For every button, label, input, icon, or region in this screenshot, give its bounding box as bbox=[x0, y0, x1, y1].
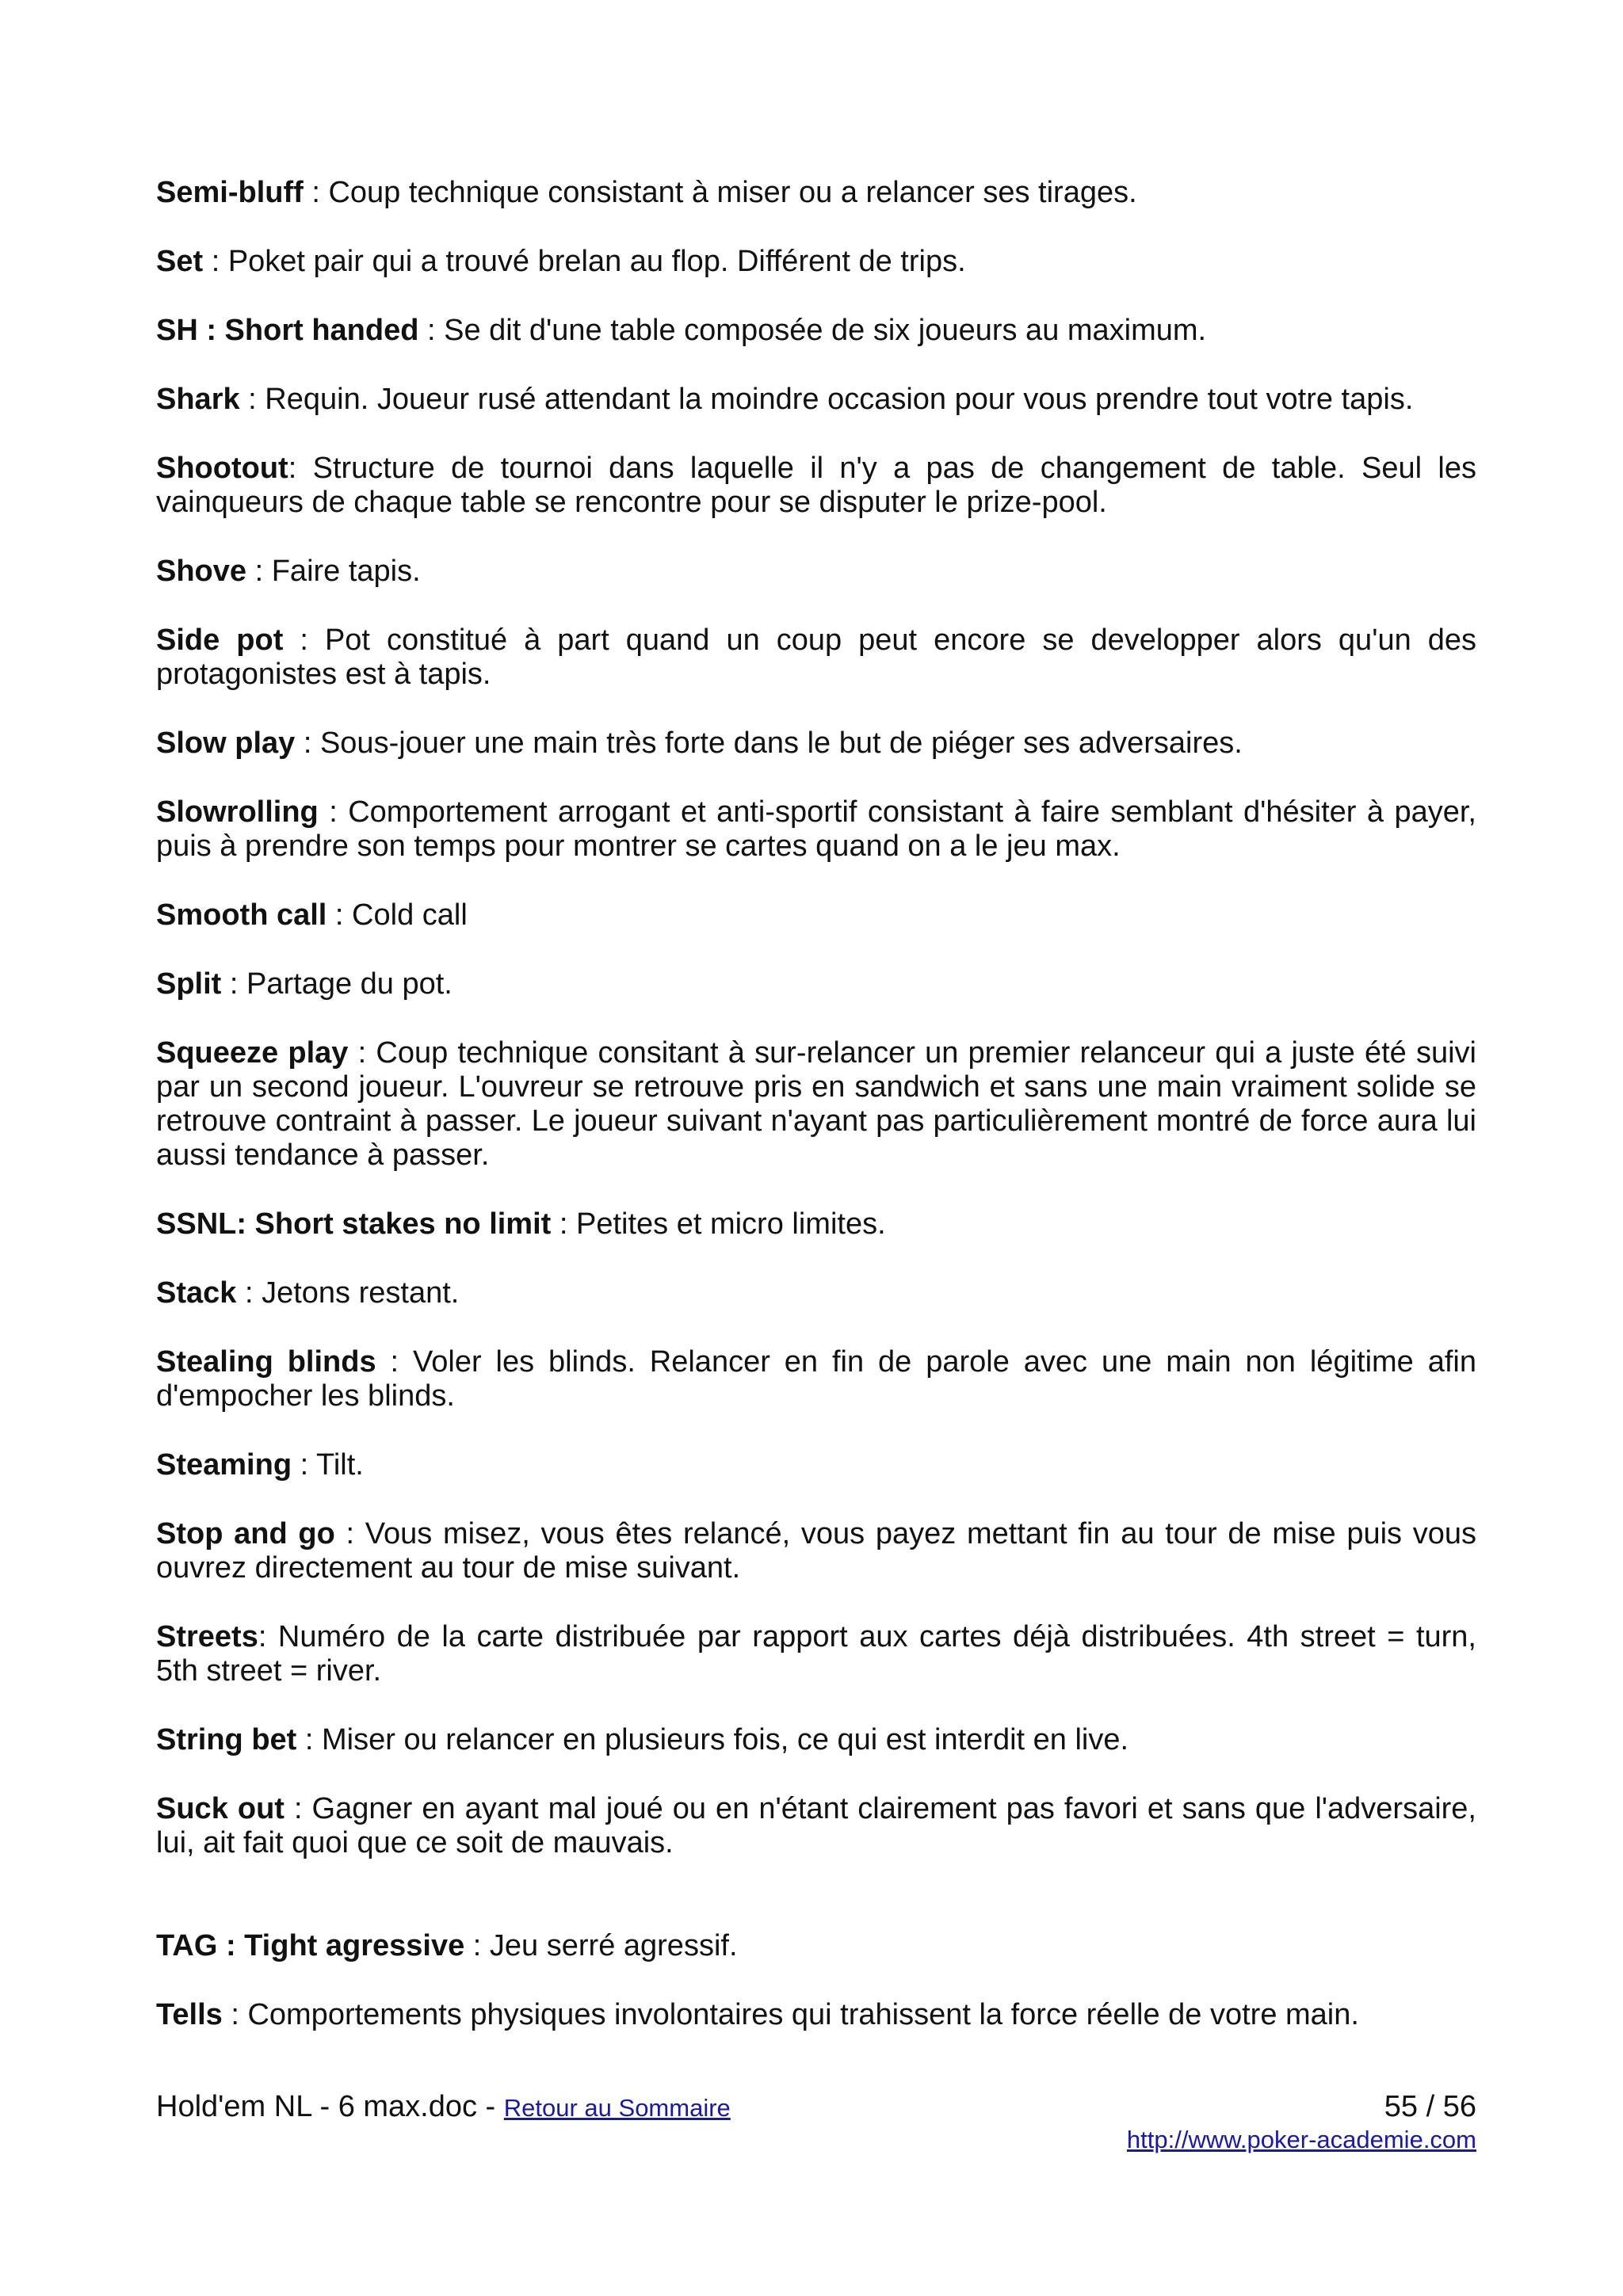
definition: : Poket pair qui a trouvé brelan au flop. Différent de trips. bbox=[203, 245, 966, 278]
website-link[interactable]: http://www.poker-academie.com bbox=[1126, 2126, 1476, 2153]
back-to-summary-link[interactable]: Retour au Sommaire bbox=[503, 2094, 731, 2122]
definition: : Miser ou relancer en plusieurs fois, ce qui est interdit en live. bbox=[296, 1723, 1129, 1756]
term: Semi-bluff bbox=[156, 176, 304, 209]
term: Stealing blinds bbox=[156, 1345, 376, 1379]
definition: : Se dit d'une table composée de six joueurs au maximum. bbox=[418, 314, 1207, 347]
term: Stop and go bbox=[156, 1517, 335, 1550]
term: SH : Short handed bbox=[156, 314, 419, 347]
glossary-entry bbox=[156, 1448, 1476, 1482]
definition: : Petites et micro limites. bbox=[551, 1207, 886, 1241]
term: Steaming bbox=[156, 1448, 292, 1482]
glossary-entry bbox=[156, 727, 1476, 761]
definition: : Jeu serré agressif. bbox=[464, 1929, 738, 1962]
definition: : Partage du pot. bbox=[221, 967, 453, 1001]
term: Side pot bbox=[156, 624, 284, 657]
term: Slow play bbox=[156, 727, 296, 760]
glossary-entry bbox=[156, 1998, 1476, 2032]
glossary-entry bbox=[156, 1723, 1476, 1757]
glossary-entry bbox=[156, 1517, 1476, 1585]
glossary-entry bbox=[156, 314, 1476, 348]
glossary-entry bbox=[156, 1276, 1476, 1310]
page-number: 55 / 56 bbox=[1384, 2090, 1476, 2123]
term: String bet bbox=[156, 1723, 297, 1756]
term: Shootout bbox=[156, 452, 288, 485]
glossary-entry bbox=[156, 1036, 1476, 1173]
definition: : Tilt. bbox=[292, 1448, 364, 1482]
definition: : Voler les blinds. Relancer en fin de parole avec une main non légitime afin d'empocher les blinds. bbox=[156, 1345, 1476, 1413]
term: SSNL: Short stakes no limit bbox=[156, 1207, 552, 1241]
glossary-entry bbox=[156, 1345, 1476, 1413]
term: Stack bbox=[156, 1276, 237, 1310]
definition: : Sous-jouer une main très forte dans le but de piéger ses adversaires. bbox=[295, 727, 1243, 760]
definition: : Faire tapis. bbox=[246, 555, 421, 588]
term: Suck out bbox=[156, 1792, 285, 1825]
definition: : Jetons restant. bbox=[236, 1276, 460, 1310]
glossary-entry bbox=[156, 555, 1476, 589]
definition: : Cold call bbox=[327, 898, 468, 932]
definition: : Pot constitué à part quand un coup peut encore se developper alors qu'un des protagonistes est à tapis. bbox=[156, 624, 1476, 691]
glossary-entry bbox=[156, 898, 1476, 933]
glossary-entry bbox=[156, 1929, 1476, 1963]
term: Slowrolling bbox=[156, 795, 319, 829]
definition: : Requin. Joueur rusé attendant la moindre occasion pour vous prendre tout votre tapis. bbox=[239, 383, 1414, 416]
glossary-entry bbox=[156, 452, 1476, 520]
definition: : Numéro de la carte distribuée par rapport aux cartes déjà distribuées. 4th street = turn, 5th street = river. bbox=[156, 1620, 1476, 1688]
term: TAG : Tight agressive bbox=[156, 1929, 465, 1962]
term: Shark bbox=[156, 383, 240, 416]
doc-name: Hold'em NL - 6 max.doc - bbox=[156, 2090, 504, 2123]
term: Streets bbox=[156, 1620, 258, 1653]
definition: : Comportement arrogant et anti-sportif consistant à faire semblant d'hésiter à payer, puis à prendre son temps pour montrer se cartes quand on a le jeu max. bbox=[156, 795, 1476, 863]
definition: : Gagner en ayant mal joué ou en n'étant clairement pas favori et sans que l'adversaire, lui, ait fait quoi que ce soit de mauvais. bbox=[156, 1792, 1476, 1859]
definition: : Coup technique consitant à sur-relancer un premier relanceur qui a juste été suivi par un second joueur. L'ouvreur se retrouve pris en sandwich et sans une main vraiment solide se retrouve contraint à passer. Le joueur suivant n'ayant pas particulièrement montré de force aura lui aussi tendance à passer. bbox=[156, 1036, 1476, 1172]
glossary-entry bbox=[156, 624, 1476, 692]
definition: : Comportements physiques involontaires qui trahissent la force réelle de votre main. bbox=[222, 1998, 1359, 2031]
glossary-entry bbox=[156, 383, 1476, 417]
definition: : Coup technique consistant à miser ou a relancer ses tirages. bbox=[303, 176, 1137, 209]
glossary-entry bbox=[156, 795, 1476, 864]
glossary-entry bbox=[156, 1620, 1476, 1688]
term: Shove bbox=[156, 555, 247, 588]
footer-right bbox=[1127, 2088, 1476, 2155]
term: Smooth call bbox=[156, 898, 327, 932]
glossary-entry bbox=[156, 176, 1476, 210]
footer-doc-info bbox=[156, 2088, 731, 2126]
glossary-content bbox=[156, 176, 1476, 2067]
glossary-entry bbox=[156, 245, 1476, 279]
term: Set bbox=[156, 245, 204, 278]
definition: : Structure de tournoi dans laquelle il n'y a pas de changement de table. Seul les vainqueurs de chaque table se rencontre pour se disputer le prize-pool. bbox=[156, 452, 1476, 519]
definition: : Vous misez, vous êtes relancé, vous payez mettant fin au tour de mise puis vous ouvrez directement au tour de mise suivant. bbox=[156, 1517, 1476, 1585]
glossary-entry bbox=[156, 967, 1476, 1001]
glossary-entry bbox=[156, 1792, 1476, 1860]
glossary-entry bbox=[156, 1207, 1476, 1241]
term: Squeeze play bbox=[156, 1036, 349, 1070]
term: Tells bbox=[156, 1998, 223, 2031]
term: Split bbox=[156, 967, 222, 1001]
page-footer bbox=[156, 2088, 1476, 2183]
